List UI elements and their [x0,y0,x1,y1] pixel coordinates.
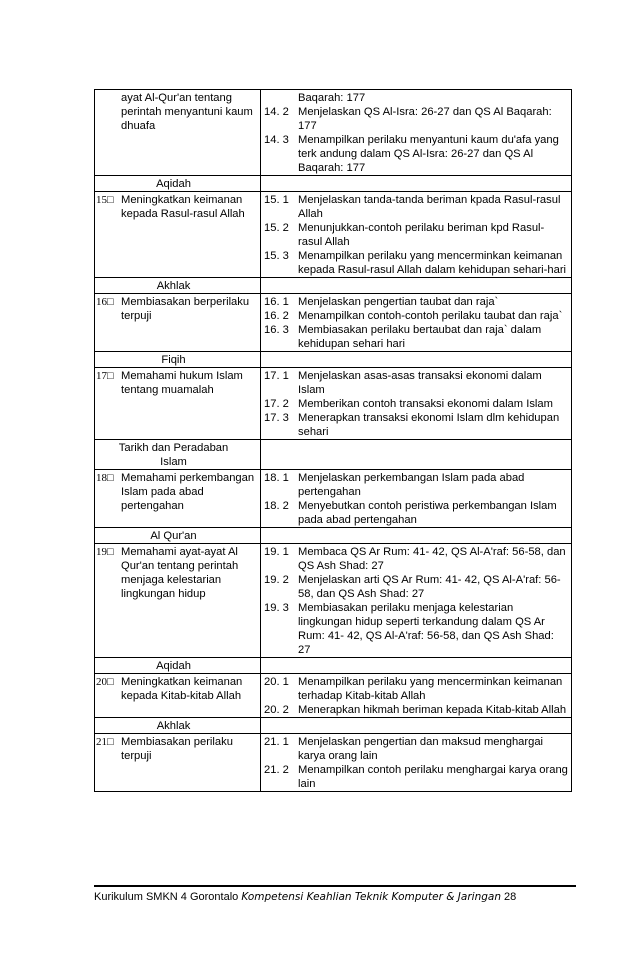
indicator-item [264,323,568,351]
indicator-text: Membiasakan perilaku menjaga kelestarian lingkungan hidup seperti terkandung dalam QS Ar Rum: 41- 42, QS Al-A'raf: 56-58, dan QS Ash Shad: 27 [298,602,554,656]
section-row [95,440,572,470]
section-label: Aqidah [156,178,191,190]
competency-cell [95,294,261,352]
page-footer [94,885,576,903]
section-label: Akhlak [156,720,191,732]
indicator-text: Menampilkan perilaku yang mencerminkan keimanan terhadap Kitab-kitab Allah [298,676,563,702]
section-header-cell [95,278,261,294]
indicator-item [264,397,568,411]
indicator-cell [261,368,572,440]
indicator-item [264,471,568,499]
indicator-number: 14. 3 [264,134,289,146]
indicator-text: Menampilkan perilaku yang mencerminkan keimanan kepada Rasul-rasul Allah dalam kehidupan sehari-hari [298,250,567,276]
table-row [95,368,572,440]
section-empty-cell [261,176,572,192]
competency-cell [95,674,261,718]
section-empty-cell [261,278,572,294]
indicator-item [264,295,568,309]
indicator-number: 16. 2 [264,310,289,322]
indicator-text: Menyebutkan contoh peristiwa perkembangan Islam pada abad pertengahan [298,500,557,526]
competency-text: Meningkatkan keimanan kepada Kitab-kitab Allah [121,676,243,702]
competency-cell [95,192,261,278]
section-row [95,278,572,294]
competency-text: Meningkatkan keimanan kepada Rasul-rasul Allah [121,194,245,220]
competency-number: 18□ [96,472,114,484]
indicator-item [264,369,568,397]
indicator-number: 19. 1 [264,546,289,558]
indicator-item [264,675,568,703]
table-row [95,674,572,718]
section-empty-cell [261,528,572,544]
indicator-number: 15. 1 [264,194,289,206]
section-label: Aqidah [156,660,191,672]
competency-cell [95,544,261,658]
indicator-cell [261,674,572,718]
competency-text: Membiasakan perilaku terpuji [121,736,233,762]
section-label: Al Qur'an [150,530,197,542]
indicator-number: 18. 1 [264,472,289,484]
section-header-cell [95,352,261,368]
competency-text: Memahami perkembangan Islam pada abad pertengahan [121,472,255,512]
section-row [95,718,572,734]
indicator-number: 17. 3 [264,412,289,424]
indicator-item [264,703,568,717]
section-label: Fiqih [161,354,186,366]
competency-text: Memahami ayat-ayat Al Qur'an tentang perintah menjaga kelestarian lingkungan hidup [121,546,239,600]
indicator-number: 17. 1 [264,370,289,382]
competency-text: Membiasakan berperilaku terpuji [121,296,250,322]
footer-page-number: 28 [500,891,517,903]
indicator-number: 21. 2 [264,764,289,776]
indicator-item [264,763,568,791]
footer-institution: Kurikulum SMKN 4 Gorontalo [94,891,242,903]
indicator-cell [261,90,572,176]
indicator-cell [261,294,572,352]
section-header-cell [95,176,261,192]
section-header-cell [95,528,261,544]
indicator-cell [261,192,572,278]
competency-cell [95,470,261,528]
competency-number: 15□ [96,194,114,206]
competency-number: 20□ [96,676,114,688]
indicator-text: Menampilkan perilaku menyantuni kaum du'afa yang terk andung dalam QS Al-Isra: 26-27 dan QS Al Baqarah: 177 [298,134,559,174]
indicator-number: 16. 3 [264,324,289,336]
indicator-number: 20. 2 [264,704,289,716]
indicator-number: 14. 2 [264,106,289,118]
table-row [95,90,572,176]
indicator-cell [261,470,572,528]
indicator-number: 18. 2 [264,500,289,512]
competency-cell [95,368,261,440]
indicator-text: Menjelaskan perkembangan Islam pada abad pertengahan [298,472,525,498]
indicator-text: Membaca QS Ar Rum: 41- 42, QS Al-A'raf: 56-58, dan QS Ash Shad: 27 [298,546,566,572]
indicator-text: Menjelaskan QS Al-Isra: 26-27 dan QS Al Baqarah: 177 [298,106,552,132]
indicator-item [264,221,568,249]
competency-text: Memahami hukum Islam tentang muamalah [121,370,243,396]
indicator-text: Menerapkan transaksi ekonomi Islam dlm kehidupan sehari [298,412,560,438]
indicator-item [264,735,568,763]
indicator-text: Menunjukkan-contoh perilaku beriman kpd Rasul-rasul Allah [298,222,545,248]
indicator-text: Menjelaskan pengertian taubat dan raja` [298,296,499,308]
competency-number: 16□ [96,296,114,308]
section-empty-cell [261,718,572,734]
indicator-text: Menampilkan contoh-contoh perilaku taubat dan raja` [298,310,563,322]
indicator-number: 21. 1 [264,736,289,748]
indicator-item [264,249,568,277]
indicator-cell [261,544,572,658]
indicator-item [264,105,568,133]
section-empty-cell [261,440,572,470]
competency-table-body [95,90,572,792]
indicator-item [264,499,568,527]
indicator-cell [261,734,572,792]
indicator-text: Menjelaskan pengertian dan maksud menghargai karya orang lain [298,736,544,762]
indicator-text: Menampilkan contoh perilaku menghargai karya orang lain [298,764,568,790]
section-label: Tarikh dan Peradaban Islam [118,442,229,468]
indicator-text: Menjelaskan asas-asas transaksi ekonomi dalam Islam [298,370,542,396]
indicator-continuation: Baqarah: 177 [298,92,366,104]
indicator-text: Menjelaskan arti QS Ar Rum: 41- 42, QS Al-A'raf: 56-58, dan QS Ash Shad: 27 [298,574,561,600]
competency-cell [95,90,261,176]
table-row [95,470,572,528]
indicator-item [264,545,568,573]
indicator-number: 17. 2 [264,398,289,410]
indicator-item [264,601,568,657]
indicator-text: Membiasakan perilaku bertaubat dan raja` dalam kehidupan sehari hari [298,324,542,350]
indicator-number: 19. 3 [264,602,289,614]
section-row [95,658,572,674]
indicator-item [264,193,568,221]
indicator-number: 20. 1 [264,676,289,688]
section-header-cell [95,440,261,470]
indicator-item [264,411,568,439]
table-row [95,192,572,278]
section-header-cell [95,718,261,734]
competency-text: ayat Al-Qur'an tentang perintah menyantuni kaum dhuafa [121,92,253,132]
indicator-text: Memberikan contoh transaksi ekonomi dalam Islam [298,398,553,410]
competency-number: 19□ [96,546,114,558]
indicator-item [264,133,568,175]
section-empty-cell [261,352,572,368]
section-row [95,352,572,368]
indicator-item [264,573,568,601]
indicator-text: Menjelaskan tanda-tanda beriman kpada Rasul-rasul Allah [298,194,561,220]
section-row [95,528,572,544]
table-row [95,734,572,792]
indicator-item [264,309,568,323]
section-header-cell [95,658,261,674]
table-row [95,294,572,352]
footer-program: Kompetensi Keahlian Teknik Komputer & Jaringan [241,891,501,903]
indicator-number: 15. 2 [264,222,289,234]
competency-table [94,89,572,792]
section-empty-cell [261,658,572,674]
competency-number: 21□ [96,736,114,748]
indicator-text: Menerapkan hikmah beriman kepada Kitab-kitab Allah [298,704,567,716]
competency-number: 17□ [96,370,114,382]
section-row [95,176,572,192]
indicator-number: 15. 3 [264,250,289,262]
indicator-number: 19. 2 [264,574,289,586]
table-row [95,544,572,658]
section-label: Akhlak [156,280,191,292]
indicator-number: 16. 1 [264,296,289,308]
competency-cell [95,734,261,792]
